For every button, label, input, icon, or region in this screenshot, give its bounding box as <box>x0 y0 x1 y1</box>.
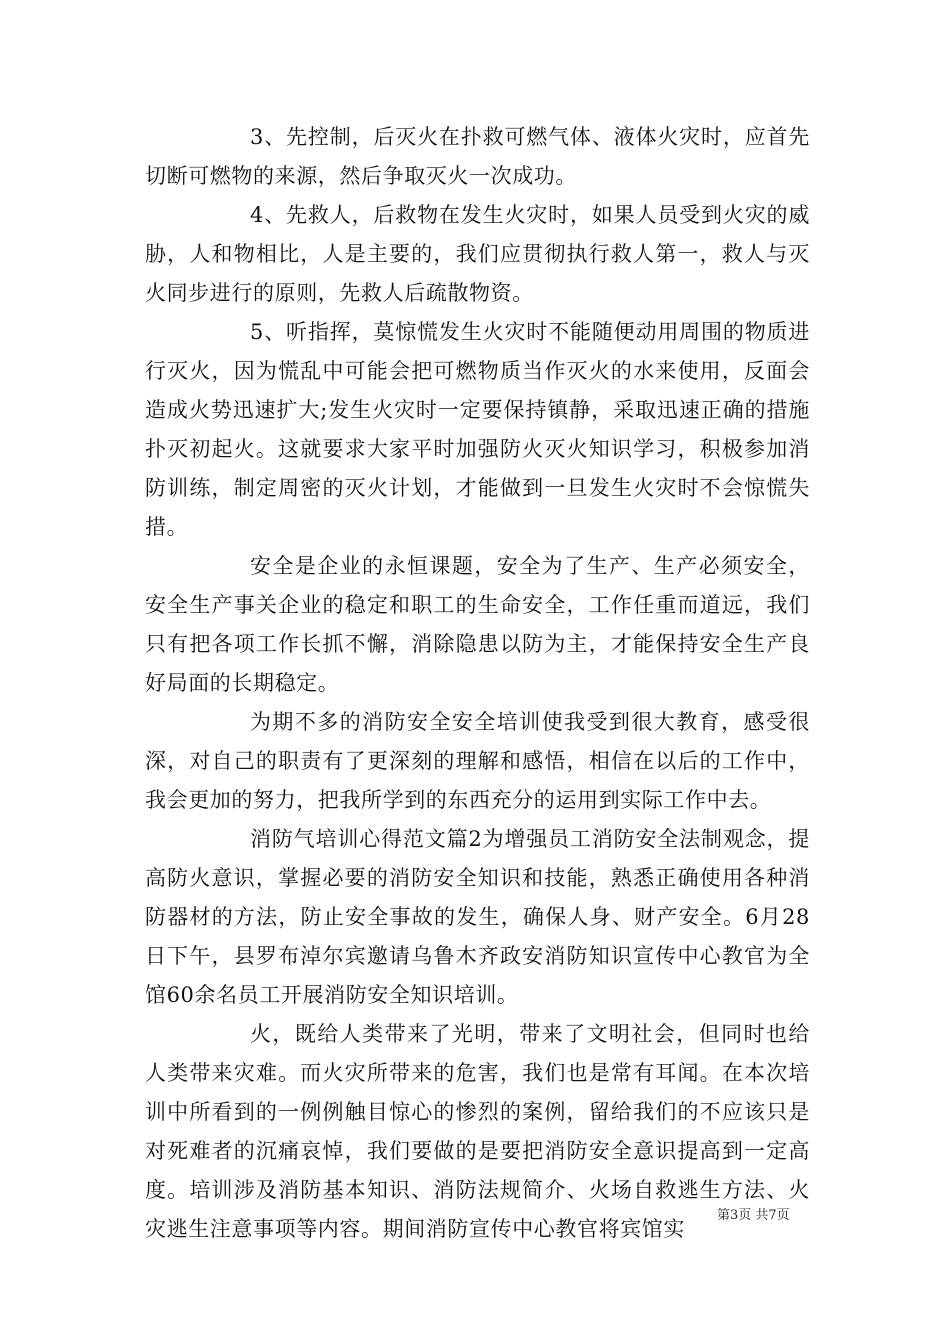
paragraph-7: 火，既给人类带来了光明，带来了文明社会，但同时也给人类带来灾难。而火灾所带来的危害，我们也是常有耳闻。在本次培训中所看到的一例例触目惊心的惨烈的案例，留给我们的不应该只是对死难者的沉痛哀悼，我们要做的是要把消防安全意识提高到一定高度。培训涉及消防基本知识、消防法规简介、火场自救逃生方法、火灾逃生注意事项等内容。期间消防宣传中心教官将宾馆实 <box>145 1022 810 1241</box>
page-number: 第3页 共7页 <box>717 1208 790 1223</box>
paragraph-1: 3、先控制，后灭火在扑救可燃气体、液体火灾时，应首先切断可燃物的来源，然后争取灭火一次成功。 <box>145 125 810 188</box>
paragraph-6: 消防气培训心得范文篇2为增强员工消防安全法制观念，提高防火意识，掌握必要的消防安全知识和技能，熟悉正确使用各种消防器材的方法，防止安全事故的发生，确保人身、财产安全。6月28日下午，县罗布淖尔宾邀请乌鲁木齐政安消防知识宣传中心教官为全馆60余名员工开展消防安全知识培训。 <box>145 827 810 1007</box>
paragraph-4: 安全是企业的永恒课题，安全为了生产、生产必须安全，安全生产事关企业的稳定和职工的生命安全，工作任重而道远，我们只有把各项工作长抓不懈，消除隐患以防为主，才能保持安全生产良好局面的长期稳定。 <box>145 554 810 695</box>
paragraph-5: 为期不多的消防安全安全培训使我受到很大教育，感受很深，对自己的职责有了更深刻的理解和感悟，相信在以后的工作中，我会更加的努力，把我所学到的东西充分的运用到实际工作中去。 <box>145 710 810 812</box>
paragraph-2: 4、先救人，后救物在发生火灾时，如果人员受到火灾的威胁，人和物相比，人是主要的，我们应贯彻执行救人第一，救人与灭火同步进行的原则，先救人后疏散物资。 <box>145 203 810 305</box>
paragraph-3: 5、听指挥，莫惊慌发生火灾时不能随便动用周围的物质进行灭火，因为慌乱中可能会把可燃物质当作灭火的水来使用，反面会造成火势迅速扩大;发生火灾时一定要保持镇静，采取迅速正确的措施扑灭初起火。这就要求大家平时加强防火灭火知识学习，积极参加消防训练，制定周密的灭火计划，才能做到一旦发生火灾时不会惊慌失措。 <box>145 320 810 539</box>
document-body <box>145 118 810 1249</box>
